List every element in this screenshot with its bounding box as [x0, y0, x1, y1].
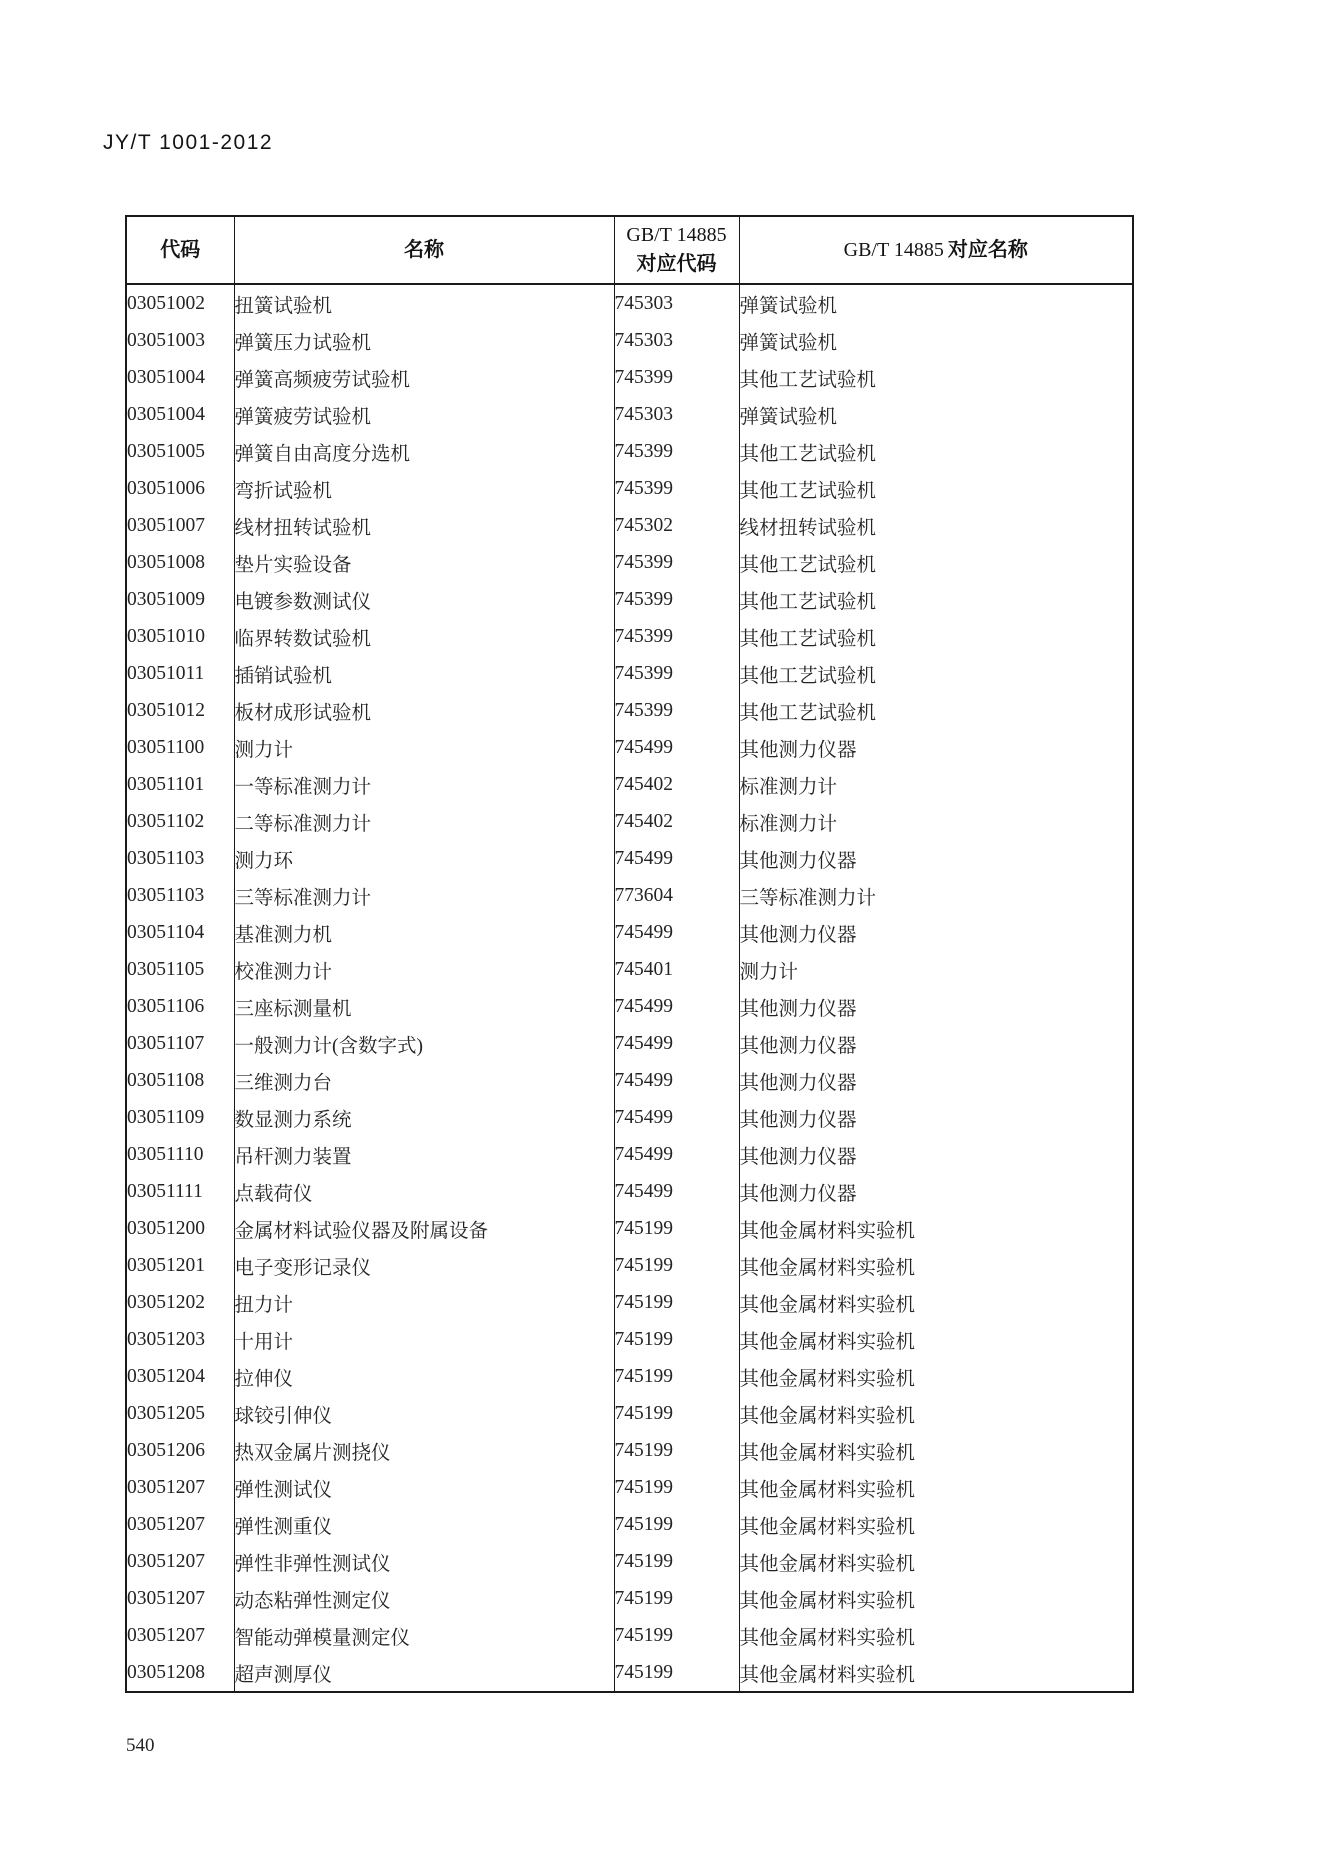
- cell-gbt-name: 线材扭转试验机: [739, 507, 1133, 544]
- header-gbt-name: [739, 216, 1133, 284]
- cell-name: 弹簧疲劳试验机: [234, 396, 614, 433]
- cell-gbt-name: 标准测力计: [739, 766, 1133, 803]
- cell-code: 03051103: [127, 847, 205, 869]
- cell-name: 弹簧压力试验机: [234, 322, 614, 359]
- cell-code: 03051205: [127, 1402, 205, 1424]
- cell-name: 测力环: [234, 840, 614, 877]
- cell-name: 弹簧高频疲劳试验机: [234, 359, 614, 396]
- cell-code: 03051101: [127, 773, 205, 795]
- cell-name: 弹性测重仪: [234, 1506, 614, 1543]
- cell-name: 扭簧试验机: [234, 284, 614, 322]
- cell-gbt-code: 745499: [614, 1136, 739, 1173]
- header-code-label: 代码: [160, 238, 201, 261]
- table-row: [126, 618, 1133, 655]
- cell-gbt-name: 其他金属材料实验机: [739, 1617, 1133, 1654]
- table-row: [126, 1395, 1133, 1432]
- cell-code: 03051208: [127, 1661, 205, 1683]
- cell-gbt-name: 其他测力仪器: [739, 988, 1133, 1025]
- cell-code: 03051102: [127, 810, 205, 832]
- table-row: [126, 729, 1133, 766]
- cell-gbt-name: 其他金属材料实验机: [739, 1358, 1133, 1395]
- cell-gbt-name: 弹簧试验机: [739, 284, 1133, 322]
- cell-name: 垫片实验设备: [234, 544, 614, 581]
- cell-gbt-code: 745199: [614, 1469, 739, 1506]
- header-name-label: 名称: [404, 238, 444, 261]
- cell-code: 03051108: [127, 1069, 205, 1091]
- cell-gbt-name: 其他金属材料实验机: [739, 1321, 1133, 1358]
- cell-gbt-code: 745303: [614, 284, 739, 322]
- cell-code: 03051201: [127, 1254, 205, 1276]
- cell-gbt-code: 745199: [614, 1210, 739, 1247]
- header-name: [234, 216, 614, 284]
- table-row: [126, 914, 1133, 951]
- cell-name: 电镀参数测试仪: [234, 581, 614, 618]
- cell-gbt-code: 745499: [614, 1173, 739, 1210]
- cell-code: 03051100: [127, 736, 205, 758]
- cell-code: 03051010: [127, 625, 205, 647]
- table-row: [126, 1136, 1133, 1173]
- cell-name: 金属材料试验仪器及附属设备: [234, 1210, 614, 1247]
- table-row: [126, 1247, 1133, 1284]
- cell-gbt-name: 其他工艺试验机: [739, 655, 1133, 692]
- table-row: [126, 581, 1133, 618]
- cell-gbt-code: 745199: [614, 1321, 739, 1358]
- cell-gbt-code: 745499: [614, 988, 739, 1025]
- table-row: [126, 359, 1133, 396]
- cell-gbt-name: 其他工艺试验机: [739, 544, 1133, 581]
- cell-gbt-name: 其他测力仪器: [739, 729, 1133, 766]
- cell-code: 03051206: [127, 1439, 205, 1461]
- table-row: [126, 1580, 1133, 1617]
- cell-gbt-code: 745199: [614, 1358, 739, 1395]
- header-gbt-code-line1: GB/T 14885: [626, 224, 727, 246]
- cell-gbt-name: 其他测力仪器: [739, 840, 1133, 877]
- cell-code: 03051011: [127, 662, 205, 684]
- table-row: [126, 877, 1133, 914]
- cell-name: 基准测力机: [234, 914, 614, 951]
- cell-code: 03051107: [127, 1032, 205, 1054]
- cell-code: 03051008: [127, 551, 205, 573]
- cell-gbt-name: 测力计: [739, 951, 1133, 988]
- cell-gbt-name: 其他测力仪器: [739, 1173, 1133, 1210]
- table-row: [126, 1654, 1133, 1692]
- cell-gbt-code: 745199: [614, 1284, 739, 1321]
- cell-name: 一般测力计(含数字式): [234, 1025, 614, 1062]
- table-row: [126, 1617, 1133, 1654]
- cell-name: 智能动弹模量测定仪: [234, 1617, 614, 1654]
- cell-name: 弯折试验机: [234, 470, 614, 507]
- cell-code: 03051003: [127, 329, 205, 351]
- cell-gbt-code: 745399: [614, 655, 739, 692]
- cell-code: 03051207: [127, 1513, 205, 1535]
- cell-gbt-code: 745499: [614, 914, 739, 951]
- cell-code: 03051203: [127, 1328, 205, 1350]
- cell-gbt-name: 其他测力仪器: [739, 1062, 1133, 1099]
- table-row: [126, 951, 1133, 988]
- cell-gbt-code: 745399: [614, 470, 739, 507]
- table-row: [126, 840, 1133, 877]
- cell-gbt-code: 745199: [614, 1432, 739, 1469]
- cell-gbt-code: 745399: [614, 544, 739, 581]
- cell-gbt-name: 其他测力仪器: [739, 1136, 1133, 1173]
- table-row: [126, 655, 1133, 692]
- cell-gbt-name: 其他工艺试验机: [739, 470, 1133, 507]
- table-row: [126, 1321, 1133, 1358]
- cell-name: 三维测力台: [234, 1062, 614, 1099]
- document-number: JY/T 1001-2012: [103, 131, 274, 154]
- cell-gbt-name: 其他金属材料实验机: [739, 1543, 1133, 1580]
- table-row: [126, 692, 1133, 729]
- cell-name: 弹性测试仪: [234, 1469, 614, 1506]
- cell-code: 03051005: [127, 440, 205, 462]
- table-header-row: [126, 216, 1133, 284]
- cell-gbt-code: 745399: [614, 692, 739, 729]
- cell-gbt-name: 其他测力仪器: [739, 914, 1133, 951]
- cell-gbt-code: 745499: [614, 840, 739, 877]
- cell-code: 03051002: [127, 292, 205, 314]
- cell-gbt-name: 弹簧试验机: [739, 396, 1133, 433]
- table-row: [126, 1469, 1133, 1506]
- cell-name: 校准测力计: [234, 951, 614, 988]
- cell-name: 点载荷仪: [234, 1173, 614, 1210]
- cell-code: 03051202: [127, 1291, 205, 1313]
- code-mapping-table: [125, 215, 1134, 1693]
- cell-gbt-name: 其他工艺试验机: [739, 618, 1133, 655]
- table-row: [126, 1543, 1133, 1580]
- cell-gbt-code: 745401: [614, 951, 739, 988]
- cell-name: 插销试验机: [234, 655, 614, 692]
- code-mapping-table-container: [125, 215, 1132, 1693]
- table-row: [126, 322, 1133, 359]
- cell-gbt-code: 745499: [614, 729, 739, 766]
- cell-gbt-name: 其他工艺试验机: [739, 433, 1133, 470]
- cell-code: 03051110: [127, 1143, 204, 1165]
- table-row: [126, 1173, 1133, 1210]
- table-row: [126, 1358, 1133, 1395]
- cell-name: 临界转数试验机: [234, 618, 614, 655]
- cell-gbt-code: 745199: [614, 1617, 739, 1654]
- cell-name: 弹簧自由高度分选机: [234, 433, 614, 470]
- cell-gbt-code: 773604: [614, 877, 739, 914]
- table-row: [126, 433, 1133, 470]
- cell-code: 03051103: [127, 884, 205, 906]
- cell-gbt-name: 弹簧试验机: [739, 322, 1133, 359]
- cell-gbt-name: 其他金属材料实验机: [739, 1284, 1133, 1321]
- cell-name: 拉伸仪: [234, 1358, 614, 1395]
- cell-gbt-name: 其他金属材料实验机: [739, 1654, 1133, 1692]
- cell-gbt-code: 745499: [614, 1099, 739, 1136]
- table-row: [126, 1099, 1133, 1136]
- cell-gbt-name: 其他金属材料实验机: [739, 1210, 1133, 1247]
- cell-code: 03051204: [127, 1365, 205, 1387]
- cell-gbt-code: 745399: [614, 359, 739, 396]
- cell-name: 电子变形记录仪: [234, 1247, 614, 1284]
- table-row: [126, 1062, 1133, 1099]
- table-row: [126, 1210, 1133, 1247]
- cell-name: 线材扭转试验机: [234, 507, 614, 544]
- header-gbt-code: [614, 216, 739, 284]
- cell-code: 03051109: [127, 1106, 205, 1128]
- cell-name: 测力计: [234, 729, 614, 766]
- table-row: [126, 988, 1133, 1025]
- cell-gbt-code: 745499: [614, 1025, 739, 1062]
- table-row: [126, 1506, 1133, 1543]
- table-body: [126, 284, 1133, 1692]
- table-row: [126, 1284, 1133, 1321]
- cell-code: 03051207: [127, 1476, 205, 1498]
- cell-code: 03051106: [127, 995, 205, 1017]
- cell-gbt-code: 745302: [614, 507, 739, 544]
- cell-name: 吊杆测力装置: [234, 1136, 614, 1173]
- table-row: [126, 1432, 1133, 1469]
- table-row: [126, 284, 1133, 322]
- cell-code: 03051207: [127, 1624, 205, 1646]
- cell-gbt-name: 其他测力仪器: [739, 1025, 1133, 1062]
- page-number: 540: [126, 1735, 155, 1756]
- cell-name: 超声测厚仪: [234, 1654, 614, 1692]
- cell-gbt-code: 745399: [614, 581, 739, 618]
- cell-name: 扭力计: [234, 1284, 614, 1321]
- table-row: [126, 544, 1133, 581]
- cell-code: 03051111: [127, 1180, 203, 1202]
- cell-gbt-name: 标准测力计: [739, 803, 1133, 840]
- cell-gbt-code: 745499: [614, 1062, 739, 1099]
- cell-code: 03051200: [127, 1217, 205, 1239]
- cell-name: 球铰引伸仪: [234, 1395, 614, 1432]
- cell-gbt-code: 745303: [614, 322, 739, 359]
- cell-name: 十用计: [234, 1321, 614, 1358]
- cell-gbt-code: 745199: [614, 1247, 739, 1284]
- cell-gbt-name: 其他金属材料实验机: [739, 1432, 1133, 1469]
- cell-gbt-name: 其他金属材料实验机: [739, 1395, 1133, 1432]
- cell-code: 03051207: [127, 1587, 205, 1609]
- cell-gbt-code: 745402: [614, 803, 739, 840]
- cell-gbt-code: 745199: [614, 1506, 739, 1543]
- cell-name: 二等标准测力计: [234, 803, 614, 840]
- header-code: [126, 216, 234, 284]
- cell-gbt-code: 745402: [614, 766, 739, 803]
- cell-name: 弹性非弹性测试仪: [234, 1543, 614, 1580]
- cell-gbt-code: 745303: [614, 396, 739, 433]
- cell-gbt-name: 其他工艺试验机: [739, 359, 1133, 396]
- header-gbt-code-line2: 对应代码: [636, 253, 717, 275]
- table-row: [126, 1025, 1133, 1062]
- cell-gbt-code: 745199: [614, 1580, 739, 1617]
- cell-code: 03051207: [127, 1550, 205, 1572]
- cell-gbt-name: 其他工艺试验机: [739, 692, 1133, 729]
- cell-gbt-name: 其他工艺试验机: [739, 581, 1133, 618]
- cell-name: 动态粘弹性测定仪: [234, 1580, 614, 1617]
- cell-gbt-name: 其他金属材料实验机: [739, 1580, 1133, 1617]
- cell-code: 03051105: [127, 958, 205, 980]
- cell-gbt-code: 745199: [614, 1654, 739, 1692]
- table-row: [126, 470, 1133, 507]
- cell-gbt-code: 745199: [614, 1543, 739, 1580]
- cell-code: 03051104: [127, 921, 205, 943]
- cell-name: 一等标准测力计: [234, 766, 614, 803]
- cell-code: 03051006: [127, 477, 205, 499]
- cell-gbt-code: 745399: [614, 433, 739, 470]
- table-row: [126, 766, 1133, 803]
- cell-gbt-name: 三等标准测力计: [739, 877, 1133, 914]
- cell-name: 三等标准测力计: [234, 877, 614, 914]
- cell-name: 板材成形试验机: [234, 692, 614, 729]
- table-row: [126, 507, 1133, 544]
- cell-code: 03051009: [127, 588, 205, 610]
- cell-gbt-name: 其他金属材料实验机: [739, 1247, 1133, 1284]
- cell-gbt-code: 745399: [614, 618, 739, 655]
- header-gbt-name-suffix: 对应名称: [947, 238, 1028, 261]
- table-row: [126, 803, 1133, 840]
- cell-name: 数显测力系统: [234, 1099, 614, 1136]
- cell-gbt-name: 其他金属材料实验机: [739, 1469, 1133, 1506]
- cell-code: 03051007: [127, 514, 205, 536]
- cell-gbt-code: 745199: [614, 1395, 739, 1432]
- cell-code: 03051004: [127, 403, 205, 425]
- cell-gbt-name: 其他测力仪器: [739, 1099, 1133, 1136]
- cell-gbt-name: 其他金属材料实验机: [739, 1506, 1133, 1543]
- cell-name: 三座标测量机: [234, 988, 614, 1025]
- table-row: [126, 396, 1133, 433]
- cell-code: 03051012: [127, 699, 205, 721]
- header-gbt-name-prefix: GB/T 14885: [843, 238, 944, 261]
- cell-code: 03051004: [127, 366, 205, 388]
- cell-name: 热双金属片测挠仪: [234, 1432, 614, 1469]
